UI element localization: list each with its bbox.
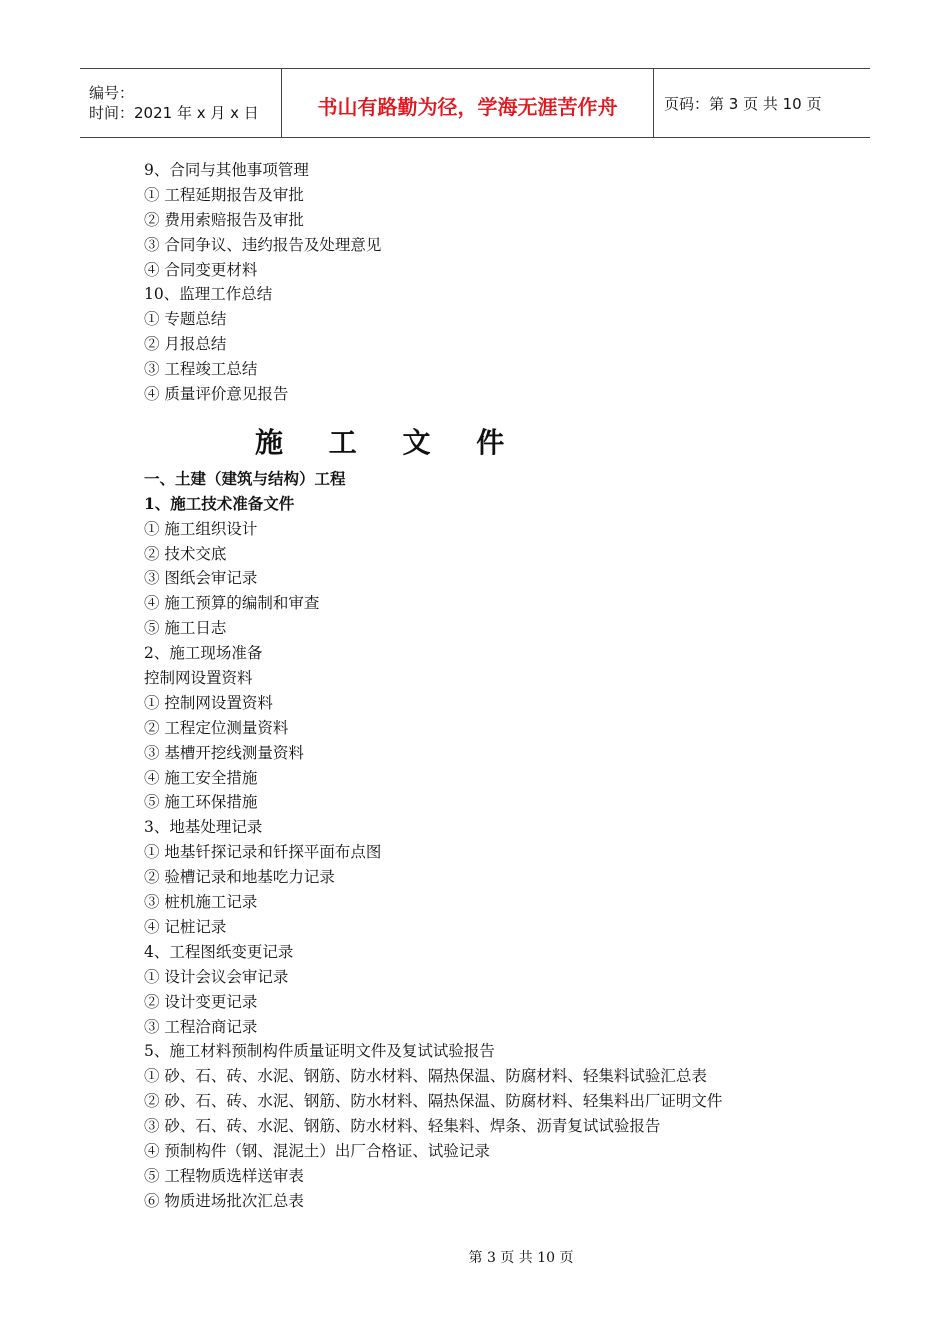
- list-item: ③ 工程竣工总结: [144, 360, 258, 379]
- list-item: ① 砂、石、砖、水泥、钢筋、防水材料、隔热保温、防腐材料、轻集料试验汇总表: [144, 1067, 707, 1086]
- page-footer: 第 3 页 共 10 页: [468, 1250, 574, 1266]
- document-title: 施 工 文 件: [255, 425, 523, 459]
- list-item: 9、合同与其他事项管理: [144, 161, 309, 179]
- list-item: ① 施工组织设计: [144, 519, 258, 538]
- list-item: ④ 记桩记录: [144, 917, 227, 936]
- header-meta: [80, 69, 282, 137]
- header-motto: 书山有路勤为径，学海无涯苦作舟: [282, 69, 654, 137]
- list-item: 控制网设置资料: [144, 669, 253, 688]
- list-item: ③ 工程洽商记录: [144, 1017, 258, 1036]
- list-item: ② 砂、石、砖、水泥、钢筋、防水材料、隔热保温、防腐材料、轻集料出厂证明文件: [144, 1092, 723, 1111]
- list-item: ② 验槽记录和地基吃力记录: [144, 868, 335, 887]
- document-body: [144, 158, 844, 1214]
- list-item: ④ 合同变更材料: [144, 260, 258, 279]
- list-item: ② 设计变更记录: [144, 992, 258, 1011]
- list-item: ④ 施工预算的编制和审查: [144, 594, 320, 613]
- list-item: ③ 砂、石、砖、水泥、钢筋、防水材料、轻集料、焊条、沥青复试试验报告: [144, 1117, 661, 1136]
- list-item: ② 工程定位测量资料: [144, 718, 289, 737]
- list-item: ③ 桩机施工记录: [144, 893, 258, 912]
- list-item: ⑤ 施工环保措施: [144, 793, 258, 812]
- list-item: ⑥ 物质进场批次汇总表: [144, 1191, 304, 1210]
- list-item: ② 费用索赔报告及审批: [144, 210, 304, 229]
- list-item: ② 技术交底: [144, 544, 227, 563]
- list-item: 10、监理工作总结: [144, 285, 273, 304]
- list-item: 4、工程图纸变更记录: [144, 942, 294, 961]
- code-label: 编号：: [89, 84, 135, 102]
- list-item: 3、地基处理记录: [144, 818, 263, 837]
- list-item: ③ 合同争议、违约报告及处理意见: [144, 235, 382, 254]
- list-item: ③ 基槽开挖线测量资料: [144, 743, 304, 762]
- list-item: ③ 图纸会审记录: [144, 569, 258, 588]
- list-item: ④ 预制构件（钢、混泥土）出厂合格证、试验记录: [144, 1141, 490, 1160]
- list-item: ④ 施工安全措施: [144, 768, 258, 787]
- list-item: ⑤ 施工日志: [144, 619, 227, 638]
- time-label: 时间：2021 年 x 月 x 日: [89, 104, 259, 122]
- page-header: [80, 68, 870, 138]
- section-heading: 一、土建（建筑与结构）工程: [144, 468, 346, 488]
- list-item: 2、施工现场准备: [144, 644, 263, 663]
- list-item: ② 月报总结: [144, 335, 227, 354]
- list-item: 5、施工材料预制构件质量证明文件及复试试验报告: [144, 1042, 495, 1061]
- list-item: ① 设计会议会审记录: [144, 967, 289, 986]
- list-item: ① 专题总结: [144, 310, 227, 329]
- list-item: ① 控制网设置资料: [144, 693, 273, 712]
- list-item: ⑤ 工程物质选样送审表: [144, 1166, 304, 1185]
- header-page-info: 页码：第 3 页 共 10 页: [664, 94, 822, 113]
- list-item: ④ 质量评价意见报告: [144, 385, 289, 404]
- list-item: ① 地基钎探记录和钎探平面布点图: [144, 843, 382, 862]
- list-item: ① 工程延期报告及审批: [144, 185, 304, 204]
- section-subheading: 1、施工技术准备文件: [144, 493, 295, 513]
